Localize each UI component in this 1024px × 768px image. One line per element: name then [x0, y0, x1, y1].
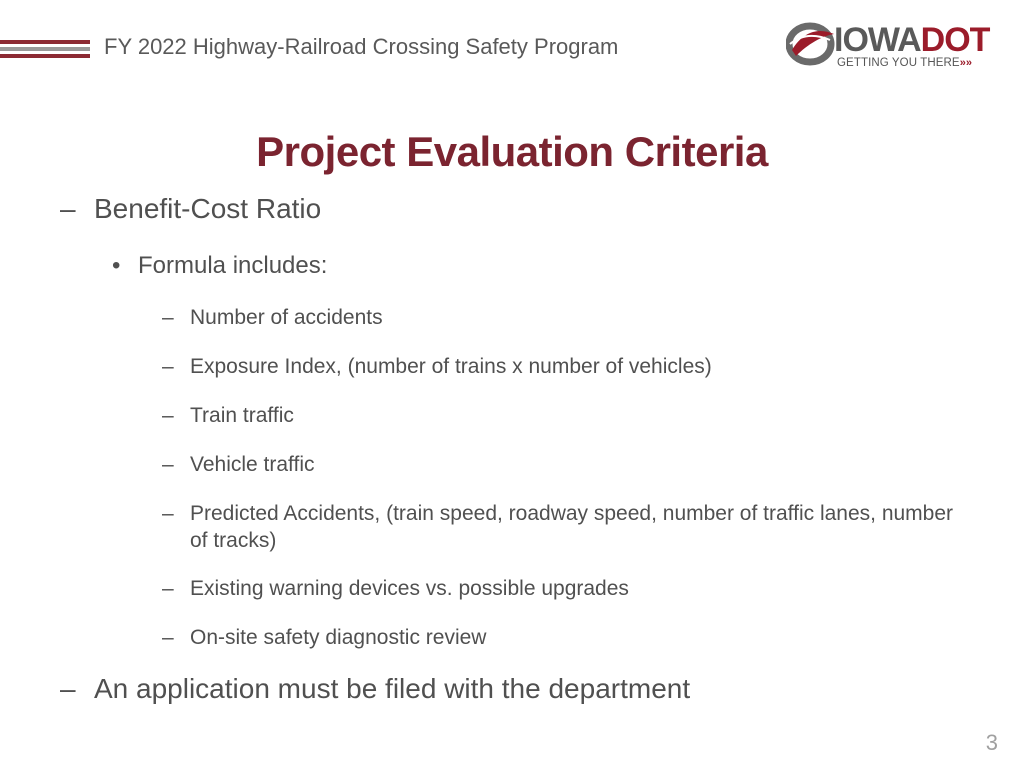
page-number: 3: [985, 730, 998, 755]
logo-tagline: [837, 57, 972, 69]
dash-marker: –: [60, 193, 76, 224]
sub-bullet-text: Train traffic: [190, 404, 294, 427]
sub-bullet-exposure-index: [162, 353, 960, 380]
logo-wordmark: [834, 20, 989, 60]
header-stripe: [0, 40, 90, 44]
bullet-text: An application must be filed with the department: [94, 673, 691, 704]
dash-marker: –: [162, 626, 174, 649]
header-stripe: [0, 47, 90, 51]
sub-bullet-vehicle-traffic: [162, 451, 960, 478]
sub-bullet-text: Number of accidents: [190, 306, 383, 329]
sub-bullet-train-traffic: [162, 402, 960, 429]
sub-bullet-text: Vehicle traffic: [190, 453, 315, 476]
dash-marker: –: [162, 355, 174, 378]
bullet-marker: •: [112, 252, 121, 279]
iowa-dot-swoosh-icon: [786, 22, 836, 66]
sub-bullet-predicted-accidents: [162, 500, 960, 554]
slide-title: Project Evaluation Criteria: [256, 128, 768, 175]
bullet-application-filed: [60, 673, 690, 705]
logo-word-dot: DOT: [920, 21, 990, 59]
dash-marker: –: [162, 306, 174, 329]
bullet-formula-includes: [112, 252, 327, 280]
iowa-dot-logo: [786, 20, 1002, 74]
chevrons-icon: »»: [959, 57, 973, 69]
sub-bullet-warning-devices: [162, 575, 960, 602]
bullet-text: Formula includes:: [138, 252, 328, 279]
bullet-benefit-cost-ratio: [60, 193, 321, 225]
header-stripes: [0, 40, 90, 61]
logo-word-iowa: IOWA: [834, 21, 921, 59]
sub-bullet-text: Exposure Index, (number of trains x number of vehicles): [190, 355, 712, 378]
header-stripe: [0, 54, 90, 58]
dash-marker: –: [162, 577, 174, 600]
bullet-text: Benefit-Cost Ratio: [94, 193, 322, 224]
sub-bullet-text: Existing warning devices vs. possible upgrades: [190, 577, 629, 600]
sub-bullet-number-of-accidents: [162, 304, 960, 331]
header-title: FY 2022 Highway-Railroad Crossing Safety Program: [104, 34, 619, 59]
dash-marker: –: [162, 502, 174, 525]
logo-tagline-text: GETTING YOU THERE: [837, 57, 960, 69]
dash-marker: –: [60, 673, 76, 704]
sub-bullet-text: On-site safety diagnostic review: [190, 626, 487, 649]
dash-marker: –: [162, 404, 174, 427]
sub-bullet-diagnostic-review: [162, 624, 960, 651]
sub-bullet-text: Predicted Accidents, (train speed, roadway speed, number of traffic lanes, number of tracks): [190, 502, 954, 552]
dash-marker: –: [162, 453, 174, 476]
